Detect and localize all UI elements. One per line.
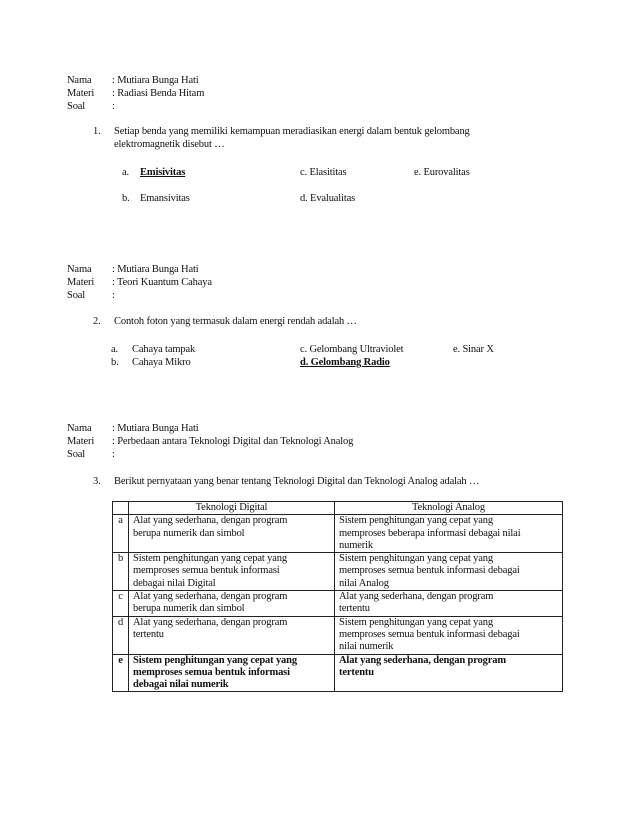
digital-cell (129, 616, 335, 654)
option-b-text: Emansivitas (140, 193, 190, 204)
digital-cell (129, 515, 335, 553)
digital-cell (129, 591, 335, 617)
analog-cell (335, 553, 563, 591)
soal-value: : (112, 290, 115, 301)
table-row (113, 616, 563, 654)
nama-value: : Mutiara Bunga Hati (112, 75, 199, 86)
materi-label: Materi (67, 436, 95, 447)
option-b-text: Cahaya Mikro (132, 357, 191, 368)
soal-value: : (112, 449, 115, 460)
materi-value: : Radiasi Benda Hitam (112, 88, 205, 99)
table-header-blank (113, 502, 129, 515)
option-e-text: e. Eurovalitas (414, 167, 470, 178)
cell-line: tertentu (133, 628, 164, 640)
row-letter: b (113, 553, 129, 591)
option-d-answer: d. Gelombang Radio (300, 357, 390, 368)
question-text-line-1: Setiap benda yang memiliki kemampuan meradiasikan energi dalam bentuk gelombang (114, 126, 470, 137)
cell-line: memproses semua bentuk informasi (133, 666, 290, 678)
soal-label: Soal (67, 290, 86, 301)
nama-label: Nama (67, 75, 92, 86)
table-row (113, 553, 563, 591)
question-number: 2. (93, 316, 101, 327)
option-c-text: c. Elasititas (300, 167, 347, 178)
option-b-letter: b. (111, 357, 119, 368)
digital-cell (129, 553, 335, 591)
question-text-line-2: elektromagnetik disebut … (114, 139, 225, 150)
soal-value: : (112, 101, 115, 112)
cell-line: Sistem penghitungan yang cepat yang (133, 654, 297, 666)
question-number: 1. (93, 126, 101, 137)
digital-cell (129, 654, 335, 692)
option-a-letter: a. (111, 344, 118, 355)
option-a-text: Cahaya tampak (132, 344, 196, 355)
row-letter: d (113, 616, 129, 654)
cell-line: berupa numerik dan simbol (133, 603, 245, 615)
cell-line: Alat yang sederhana, dengan program (133, 616, 288, 628)
cell-line: Sistem penghitungan yang cepat yang (339, 515, 493, 527)
question-number: 3. (93, 476, 101, 487)
option-a-letter: a. (122, 167, 129, 178)
nama-label: Nama (67, 264, 92, 275)
cell-line: nilai numerik (339, 641, 394, 653)
row-letter: c (113, 591, 129, 617)
cell-line: memproses semua bentuk informasi (133, 565, 280, 577)
cell-line: Sistem penghitungan yang cepat yang (133, 553, 287, 565)
soal-label: Soal (67, 101, 86, 112)
table-header-row (113, 502, 563, 515)
table-row-answer (113, 654, 563, 692)
cell-line: nilai Analog (339, 577, 389, 589)
cell-line: numerik (339, 539, 373, 551)
question-text-line-1: Berikut pernyataan yang benar tentang Teknologi Digital dan Teknologi Analog adalah … (114, 476, 480, 487)
nama-value: : Mutiara Bunga Hati (112, 264, 199, 275)
cell-line: debagai nilai Digital (133, 577, 216, 589)
cell-line: Alat yang sederhana, dengan program (339, 654, 506, 666)
cell-line: memproses beberapa informasi debagai nilai (339, 527, 521, 539)
question-text-line-1: Contoh foton yang termasuk dalam energi rendah adalah … (114, 316, 357, 327)
table-row (113, 591, 563, 617)
comparison-table (112, 501, 563, 692)
option-d-text: d. Evalualitas (300, 193, 356, 204)
nama-label: Nama (67, 423, 92, 434)
cell-line: Sistem penghitungan yang cepat yang (339, 553, 493, 565)
row-letter: a (113, 515, 129, 553)
option-a-answer: Emisivitas (140, 167, 186, 178)
option-c-text: c. Gelombang Ultraviolet (300, 344, 404, 355)
cell-line: memproses semua bentuk informasi debagai (339, 628, 520, 640)
materi-label: Materi (67, 277, 95, 288)
materi-value: : Perbedaan antara Teknologi Digital dan Teknologi Analog (112, 436, 354, 447)
cell-line: berupa numerik dan simbol (133, 527, 245, 539)
analog-cell (335, 616, 563, 654)
option-b-letter: b. (122, 193, 130, 204)
cell-line: Alat yang sederhana, dengan program (133, 591, 288, 603)
cell-line: memproses semua bentuk informasi debagai (339, 565, 520, 577)
cell-line: Alat yang sederhana, dengan program (339, 591, 494, 603)
analog-cell (335, 591, 563, 617)
cell-line: tertentu (339, 666, 374, 678)
soal-label: Soal (67, 449, 86, 460)
table-header-digital: Teknologi Digital (129, 502, 335, 515)
cell-line: tertentu (339, 603, 370, 615)
row-letter: e (113, 654, 129, 692)
cell-line: Sistem penghitungan yang cepat yang (339, 616, 493, 628)
analog-cell (335, 654, 563, 692)
cell-line: debagai nilai numerik (133, 679, 229, 691)
table-row (113, 515, 563, 553)
materi-label: Materi (67, 88, 95, 99)
materi-value: : Teori Kuantum Cahaya (112, 277, 212, 288)
cell-line: Alat yang sederhana, dengan program (133, 515, 288, 527)
analog-cell (335, 515, 563, 553)
option-e-text: e. Sinar X (453, 344, 494, 355)
nama-value: : Mutiara Bunga Hati (112, 423, 199, 434)
table-header-analog: Teknologi Analog (335, 502, 563, 515)
